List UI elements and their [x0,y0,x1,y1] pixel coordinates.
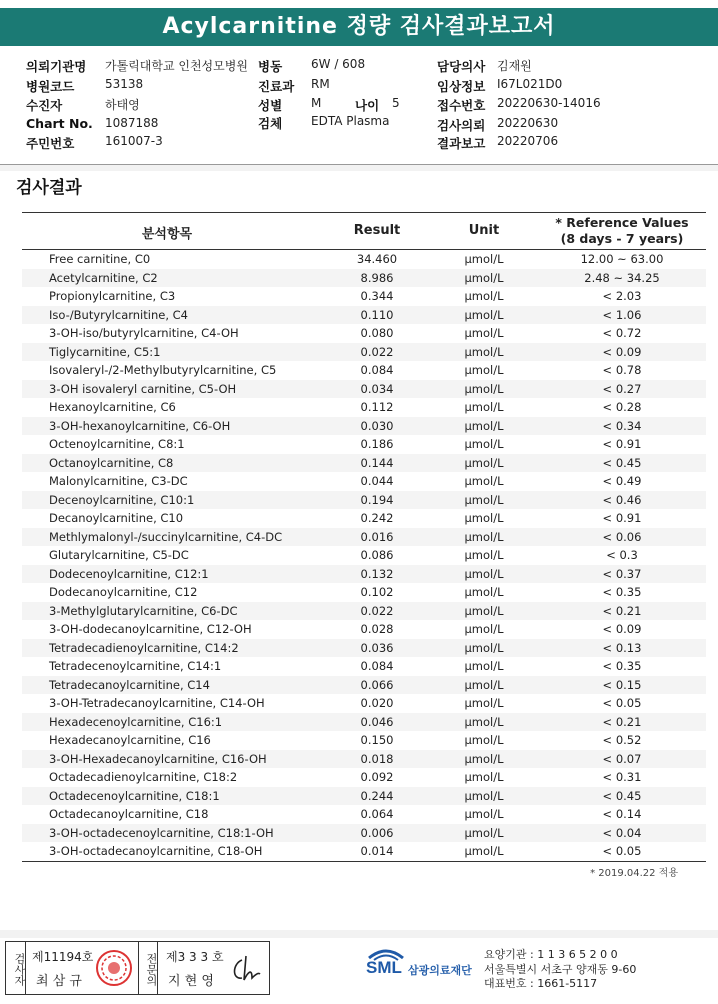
footnote: * 2019.04.22 적용 [590,868,678,879]
unit-value: μmol/L [464,270,504,285]
unit-value: μmol/L [464,751,504,766]
table-header [22,212,706,250]
analyte-name: Hexadecenoylcarnitine, C16:1 [49,714,223,729]
unit-value: μmol/L [464,289,504,303]
logo-text: SML [366,958,402,977]
result-value: 0.022 [360,603,394,618]
footer-divider [0,930,718,938]
table-row [22,454,706,473]
table-body [22,250,706,861]
table-row [22,657,706,676]
analyte-name: Malonylcarnitine, C3-DC [49,474,188,488]
result-value: 0.102 [360,585,394,599]
analyte-name: Glutarylcarnitine, C5-DC [49,548,189,562]
ward-label: 병동 [258,59,283,74]
result-value: 0.110 [360,307,394,322]
reference-value: < 0.37 [602,566,642,581]
unit-value: μmol/L [464,511,504,525]
result-value: 0.084 [360,363,394,377]
analyte-name: Hexanoylcarnitine, C6 [49,400,176,414]
unit-value: μmol/L [464,714,504,729]
analyte-name: Decenoylcarnitine, C10:1 [49,492,195,507]
result-value: 0.014 [360,844,394,858]
dept-value: RM [311,77,330,91]
analyte-name: Tetradecadienoylcarnitine, C14:2 [49,640,239,655]
result-value: 0.016 [360,529,394,544]
report-value: 20220706 [497,134,559,148]
examiner-name: 최 삼 규 [36,974,82,989]
table-row [22,750,706,769]
table-row [22,472,706,491]
doctor-value: 김재원 [497,59,532,73]
header-item: 분석항목 [141,227,193,242]
examiner-no: 제11194호 [32,950,94,964]
result-value: 0.092 [360,770,394,784]
analyte-name: Methlymalonyl-/succinylcarnitine, C4-DC [49,529,283,544]
result-value: 0.028 [360,622,394,636]
examiner-label: 검사자 [6,942,26,994]
reference-value: < 0.21 [602,603,642,618]
confirmer-label: 전문의 [138,942,158,994]
reference-value: 12.00 ~ 63.00 [580,252,664,266]
result-value: 0.084 [360,659,394,673]
table-row [22,324,706,343]
reference-value: < 0.91 [602,437,642,451]
reference-value: < 0.72 [602,326,642,340]
analyte-name: Tetradecanoylcarnitine, C14 [49,677,210,692]
table-row [22,417,706,436]
specimen-label: 검체 [258,116,283,131]
reference-value: < 0.52 [602,733,642,747]
reference-value: < 1.06 [602,307,642,322]
header-result: Result [353,223,401,238]
unit-value: μmol/L [464,825,504,840]
result-value: 0.080 [360,326,394,340]
clinical-label: 임상정보 [437,79,486,94]
unit-value: μmol/L [464,844,504,858]
unit-value: μmol/L [464,344,504,359]
age-value: 5 [392,96,400,110]
unit-value: μmol/L [464,659,504,673]
patient-info [0,55,718,159]
unit-value: μmol/L [464,326,504,340]
result-value: 0.034 [360,381,394,396]
code-label: 병원코드 [26,79,75,94]
reference-value: < 0.05 [602,696,642,710]
analyte-name: 3-OH-octadecenoylcarnitine, C18:1-OH [49,825,274,840]
reference-value: < 0.78 [602,363,642,377]
unit-value: μmol/L [464,733,504,747]
reference-value: < 0.46 [602,492,642,507]
result-value: 0.186 [360,437,394,451]
analyte-name: 3-OH isovaleryl carnitine, C5-OH [49,381,237,396]
analyte-name: Octadecanoylcarnitine, C18 [49,807,209,821]
table-row [22,343,706,362]
table-row [22,269,706,288]
reference-value: < 0.45 [602,788,642,803]
table-row [22,509,706,528]
result-value: 34.460 [356,252,398,266]
result-value: 0.150 [360,733,394,747]
reference-value: < 0.05 [602,844,642,858]
table-row [22,250,706,269]
result-value: 0.036 [360,640,394,655]
reference-value: < 0.28 [602,400,642,414]
result-value: 0.194 [360,492,394,507]
unit-value: μmol/L [464,252,504,266]
analyte-name: Dodecenoylcarnitine, C12:1 [49,566,209,581]
analyte-name: 3-OH-Hexadecanoylcarnitine, C16-OH [49,751,267,766]
unit-value: μmol/L [464,622,504,636]
unit-value: μmol/L [464,603,504,618]
unit-value: μmol/L [464,418,504,433]
table-row [22,380,706,399]
results-table [22,212,706,862]
unit-value: μmol/L [464,770,504,784]
reference-value: < 0.04 [602,825,642,840]
result-value: 0.044 [360,474,394,488]
reference-value: < 0.49 [602,474,642,488]
code-value: 53138 [105,77,144,91]
unit-value: μmol/L [464,400,504,414]
result-value: 0.066 [360,677,394,692]
header-unit: Unit [468,223,500,238]
report-title: Acylcarnitine 정량 검사결과보고서 [0,8,718,46]
result-value: 0.086 [360,548,394,562]
table-row [22,287,706,306]
table-row [22,491,706,510]
analyte-name: 3-OH-Tetradecanoylcarnitine, C14-OH [49,696,265,710]
table-row [22,676,706,695]
result-value: 0.020 [360,696,394,710]
unit-value: μmol/L [464,363,504,377]
table-row [22,528,706,547]
unit-value: μmol/L [464,548,504,562]
report-label: 결과보고 [437,136,486,151]
request-value: 20220630 [497,116,559,130]
unit-value: μmol/L [464,474,504,488]
id-label: 주민번호 [26,136,75,151]
section-title: 검사결과 [16,178,82,198]
reference-value: < 0.13 [602,640,642,655]
analyte-name: 3-OH-hexanoylcarnitine, C6-OH [49,418,231,433]
reference-value: < 0.06 [602,529,642,544]
result-value: 0.022 [360,344,394,359]
table-row [22,620,706,639]
header-ref-1: * Reference Values [555,215,689,230]
chart-label: Chart No. [26,116,93,131]
ward-value: 6W / 608 [311,57,366,71]
unit-value: μmol/L [464,677,504,692]
result-value: 0.244 [360,788,394,803]
reference-value: < 0.09 [602,622,642,636]
analyte-name: 3-OH-dodecanoylcarnitine, C12-OH [49,622,252,636]
reference-value: 2.48 ~ 34.25 [584,270,660,285]
reference-value: < 0.35 [602,585,642,599]
reference-value: < 0.14 [602,807,642,821]
reference-value: < 0.45 [602,455,642,470]
phone: 대표번호 : 1661-5117 [484,977,598,990]
dept-label: 진료과 [258,79,295,94]
sml-logo [366,946,478,988]
unit-value: μmol/L [464,807,504,821]
specimen-value: EDTA Plasma [311,114,390,128]
confirmer-no: 제3 3 3 호 [166,950,224,964]
patient-value: 하태영 [105,98,140,112]
care-no: 요양기관 : 1 1 3 6 5 2 0 0 [484,948,618,961]
age-label: 나이 [355,98,380,113]
hospital-label: 의뢰기관명 [26,59,87,74]
reference-value: < 0.31 [602,770,642,784]
result-value: 0.132 [360,566,394,581]
header-ref-2: (8 days - 7 years) [560,231,684,246]
unit-value: μmol/L [464,566,504,581]
reference-value: < 0.91 [602,511,642,525]
unit-value: μmol/L [464,492,504,507]
result-value: 0.064 [360,807,394,821]
result-value: 8.986 [360,270,394,285]
unit-value: μmol/L [464,585,504,599]
analyte-name: Iso-/Butyrylcarnitine, C4 [49,307,188,322]
clinical-value: I67L021D0 [497,77,563,91]
table-row [22,713,706,732]
unit-value: μmol/L [464,307,504,322]
analyte-name: Acetylcarnitine, C2 [49,270,158,285]
result-value: 0.242 [360,511,394,525]
examiner-stamp-icon [94,948,134,988]
footer-contact [484,948,636,992]
result-value: 0.006 [360,825,394,840]
analyte-name: Octenoylcarnitine, C8:1 [49,437,185,451]
analyte-name: Tiglycarnitine, C5:1 [49,344,161,359]
info-divider-band [0,165,718,171]
table-row [22,842,706,861]
analyte-name: Octadecenoylcarnitine, C18:1 [49,788,220,803]
unit-value: μmol/L [464,696,504,710]
unit-value: μmol/L [464,788,504,803]
result-value: 0.344 [360,289,394,303]
table-row [22,805,706,824]
analyte-name: Free carnitine, C0 [49,252,151,266]
table-row [22,787,706,806]
reference-value: < 0.09 [602,344,642,359]
reference-value: < 0.07 [602,751,642,766]
analyte-name: 3-OH-iso/butyrylcarnitine, C4-OH [49,326,239,340]
analyte-name: Propionylcarnitine, C3 [49,289,176,303]
address: 서울특별시 서초구 양재동 9-60 [484,962,637,976]
org-name: 삼광의료재단 [408,964,472,977]
id-value: 161007-3 [105,134,163,148]
result-value: 0.018 [360,751,394,766]
table-bottom-line [22,861,706,862]
result-value: 0.030 [360,418,394,433]
analyte-name: Decanoylcarnitine, C10 [49,511,184,525]
analyte-name: 3-Methylglutarylcarnitine, C6-DC [49,603,238,618]
analyte-name: Octadecadienoylcarnitine, C18:2 [49,770,238,784]
unit-value: μmol/L [464,529,504,544]
doctor-label: 담당의사 [437,59,486,74]
table-row [22,306,706,325]
table-row [22,694,706,713]
reference-value: < 0.27 [602,381,642,396]
signature-icon [228,950,264,986]
reference-value: < 2.03 [602,289,642,303]
result-value: 0.046 [360,714,394,729]
chart-value: 1087188 [105,116,159,130]
table-row [22,361,706,380]
reference-value: < 0.21 [602,714,642,729]
table-row [22,731,706,750]
table-row [22,546,706,565]
sex-label: 성별 [258,98,283,113]
receipt-value: 20220630-14016 [497,96,601,110]
analyte-name: Isovaleryl-/2-Methylbutyrylcarnitine, C5 [49,363,277,377]
request-label: 검사의뢰 [437,118,486,133]
unit-value: μmol/L [464,640,504,655]
signature-box [5,941,270,995]
unit-value: μmol/L [464,455,504,470]
hospital-value: 가톨릭대학교 인천성모병원 [105,59,248,73]
reference-value: < 0.15 [602,677,642,692]
analyte-name: 3-OH-octadecanoylcarnitine, C18-OH [49,844,263,858]
unit-value: μmol/L [464,437,504,451]
reference-value: < 0.34 [602,418,642,433]
unit-value: μmol/L [464,381,504,396]
result-value: 0.112 [360,400,394,414]
result-value: 0.144 [360,455,394,470]
table-row [22,583,706,602]
table-row [22,435,706,454]
analyte-name: Octanoylcarnitine, C8 [49,455,174,470]
receipt-label: 접수번호 [437,98,486,113]
analyte-name: Tetradecenoylcarnitine, C14:1 [49,659,222,673]
reference-value: < 0.35 [602,659,642,673]
patient-label: 수진자 [26,98,63,113]
analyte-name: Dodecanoylcarnitine, C12 [49,585,198,599]
table-row [22,768,706,787]
table-row [22,565,706,584]
table-row [22,398,706,417]
table-row [22,824,706,843]
confirmer-name: 지 현 영 [168,974,214,989]
analyte-name: Hexadecanoylcarnitine, C16 [49,733,211,747]
table-row [22,602,706,621]
sex-value: M [311,96,322,110]
table-row [22,639,706,658]
reference-value: < 0.3 [606,548,638,562]
